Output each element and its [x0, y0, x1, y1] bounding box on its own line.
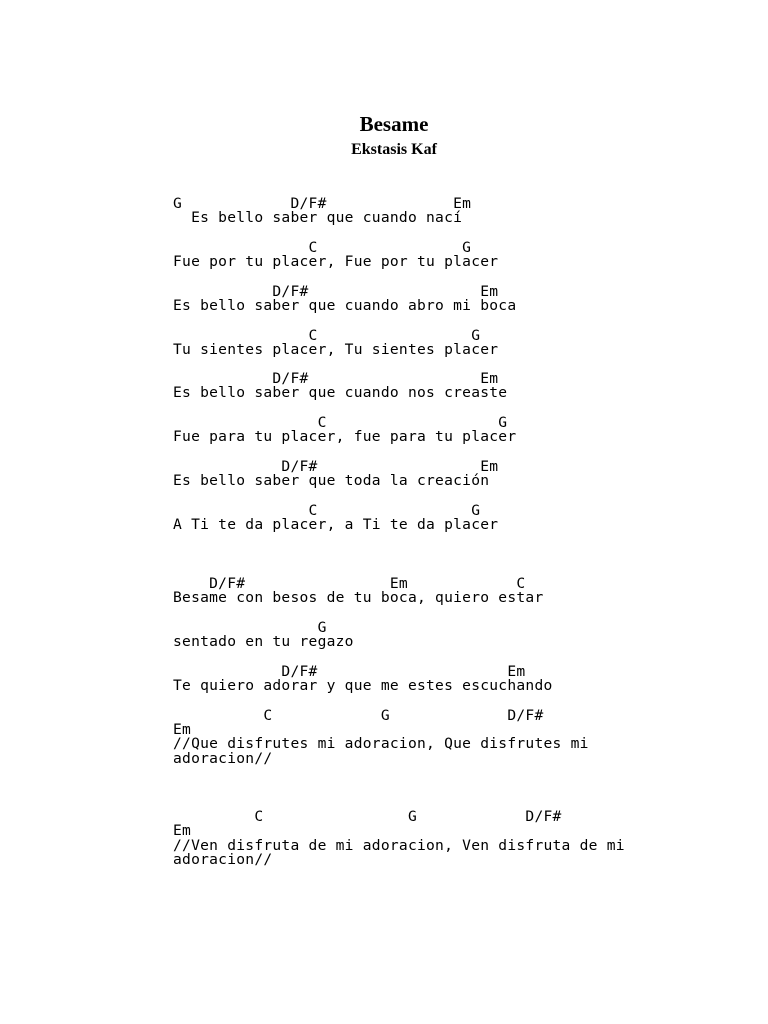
- lyric-line: Es bello saber que cuando nos creaste: [173, 384, 508, 401]
- song-title: Besame: [359, 112, 429, 136]
- chord-line: C G D/F#: [173, 707, 544, 724]
- lyric-line: Fue por tu placer, Fue por tu placer: [173, 253, 499, 270]
- chord-line: C G: [173, 327, 481, 344]
- lyric-line: //Que disfrutes mi adoracion, Que disfrutes mi: [173, 735, 589, 752]
- chord-line: C G D/F#: [173, 808, 562, 825]
- chord-line: D/F# Em C: [173, 575, 526, 592]
- chord-line: D/F# Em: [173, 458, 499, 475]
- lyric-line: adoracion//: [173, 750, 273, 767]
- lyric-line: Te quiero adorar y que me estes escuchando: [173, 677, 553, 694]
- lyric-line: //Ven disfruta de mi adoracion, Ven disfruta de mi: [173, 837, 625, 854]
- chord-line: G: [173, 619, 327, 636]
- lyric-line: A Ti te da placer, a Ti te da placer: [173, 516, 499, 533]
- chord-line: C G: [173, 414, 508, 431]
- chord-line: D/F# Em: [173, 370, 499, 387]
- chord-line: D/F# Em: [173, 663, 526, 680]
- song-artist: Ekstasis Kaf: [351, 141, 437, 158]
- chord-line: G D/F# Em: [173, 195, 472, 212]
- lyric-line: Es bello saber que toda la creación: [173, 472, 490, 489]
- lyric-line: Fue para tu placer, fue para tu placer: [173, 428, 517, 445]
- chord-line: Em: [173, 822, 192, 839]
- lyric-line: adoracion//: [173, 851, 273, 868]
- chord-line: C G: [173, 502, 481, 519]
- lyric-line: Besame con besos de tu boca, quiero estar: [173, 589, 544, 606]
- lyric-line: sentado en tu regazo: [173, 633, 354, 650]
- lyric-line: Es bello saber que cuando nací: [173, 209, 463, 226]
- lyric-line: Tu sientes placer, Tu sientes placer: [173, 341, 499, 358]
- chord-line: D/F# Em: [173, 283, 499, 300]
- chord-line: Em: [173, 721, 192, 738]
- lyric-line: Es bello saber que cuando abro mi boca: [173, 297, 517, 314]
- chord-line: C G: [173, 239, 472, 256]
